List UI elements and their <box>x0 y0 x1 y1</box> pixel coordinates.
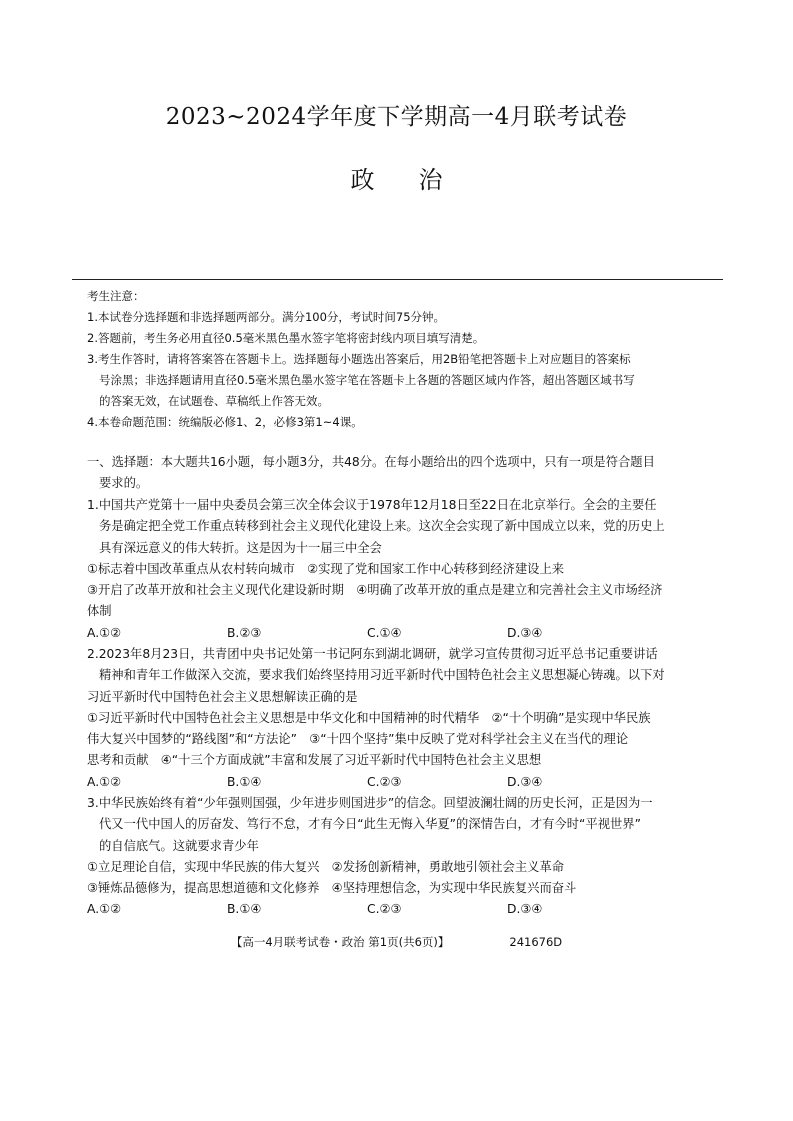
question-stem-line: 精神和青年工作做深入交流，要求我们始终坚持用习近平新时代中国特色社会主义思想凝心铸魂。以下对 <box>99 668 665 683</box>
question-stem-line: 1.中国共产党第十一届中央委员会第三次全体会议于1978年12月18日至22日在北京举行。全会的主要任 <box>87 498 657 512</box>
subject-char-1: 政 <box>350 166 375 194</box>
answer-options <box>87 899 727 920</box>
question-2 <box>87 644 727 793</box>
option-c: C.②③ <box>367 774 402 789</box>
option-a: A.①② <box>87 774 122 789</box>
notice-line: 3.考生作答时，请将答案答在答题卡上。选择题每小题选出答案后，用2B铅笔把答题卡上对应题目的答案标 <box>87 352 631 366</box>
option-d: D.③④ <box>507 774 543 789</box>
question-item-line: ③开启了改革开放和社会主义现代化建设新时期 ④明确了改革开放的重点是建立和完善社会主义市场经济 <box>87 583 663 598</box>
question-stem-line: 的自信底气。这就要求青少年 <box>99 838 259 853</box>
question-stem-line: 3.中华民族始终有着“少年强则国强，少年进步则国进步”的信念。回望波澜壮阔的历史长河，正是因为一 <box>87 796 653 810</box>
section-line: 一、选择题：本大题共16小题，每小题3分，共48分。在每小题给出的四个选项中，只有一项是符合题目 <box>87 455 655 469</box>
header-divider <box>72 279 723 280</box>
option-a: A.①② <box>87 902 122 917</box>
subject-char-2: 治 <box>418 166 443 194</box>
question-stem-line: 具有深远意义的伟大转折。这是因为十一届三中全会 <box>99 540 382 555</box>
question-item-line: 体制 <box>87 604 112 619</box>
exam-title: 2023~2024学年度下学期高一4月联考试卷 <box>165 104 628 130</box>
section-line: 要求的。 <box>99 476 149 491</box>
answer-options <box>87 772 727 793</box>
option-b: B.①④ <box>227 902 262 917</box>
question-3 <box>87 793 727 921</box>
question-stem-line: 务是确定把全党工作重点转移到社会主义现代化建设上来。这次全会实现了新中国成立以来，党的历史上 <box>99 519 665 534</box>
notice-block <box>87 286 727 433</box>
question-item-line: ①习近平新时代中国特色社会主义思想是中华文化和中国精神的时代精华 ②“十个明确”是实现中华民族 <box>87 710 651 725</box>
notice-line: 的答案无效，在试题卷、草稿纸上作答无效。 <box>99 394 329 408</box>
question-stem-line: 习近平新时代中国特色社会主义思想解读正确的是 <box>87 689 358 704</box>
question-stem-line: 2.2023年8月23日，共青团中央书记处第一书记阿东到湖北调研，就学习宣传贯彻习近平总书记重要讲话 <box>87 647 658 661</box>
option-b: B.①④ <box>227 774 262 789</box>
notice-line: 4.本卷命题范围：统编版必修1、2，必修3第1~4课。 <box>87 415 363 429</box>
notice-line: 1.本试卷分选择题和非选择题两部分。满分100分，考试时间75分钟。 <box>87 310 446 324</box>
subject-title <box>0 160 793 195</box>
option-d: D.③④ <box>507 902 543 917</box>
option-c: C.①④ <box>367 625 402 640</box>
question-1 <box>87 495 727 644</box>
question-item-line: ①立足理论自信，实现中华民族的伟大复兴 ②发扬创新精神，勇敢地引领社会主义革命 <box>87 859 565 874</box>
question-item-line: ①标志着中国改革重点从农村转向城市 ②实现了党和国家工作中心转移到经济建设上来 <box>87 561 565 576</box>
option-d: D.③④ <box>507 625 543 640</box>
notice-heading: 考生注意： <box>87 289 145 303</box>
notice-line: 2.答题前，考生务必用直径0.5毫米黑色墨水签字笔将密封线内项目填写清楚。 <box>87 331 485 345</box>
option-b: B.②③ <box>227 625 262 640</box>
section-heading <box>87 452 727 495</box>
question-item-line: ③锤炼品德修为，提高思想道德和文化修养 ④坚持理想信念，为实现中华民族复兴而奋斗 <box>87 881 577 896</box>
question-stem-line: 代又一代中国人的厉奋发、笃行不怠，才有今日“此生无悔入华夏”的深情告白，才有今时“平视世界” <box>99 817 641 832</box>
option-a: A.①② <box>87 625 122 640</box>
notice-line: 号涂黑；非选择题请用直径0.5毫米黑色墨水签字笔在答题卡上各题的答题区域内作答，超出答题区域书写 <box>99 373 635 387</box>
question-item-line: 伟大复兴中国梦的“路线图”和“方法论” ③“十四个坚持”集中反映了党对科学社会主义在当代的理论 <box>87 732 629 747</box>
footer-text: 【高一4月联考试卷・政治 第1页(共6页)】 <box>230 935 450 949</box>
question-item-line: 思考和贡献 ④“十三个方面成就”丰富和发展了习近平新时代中国特色社会主义思想 <box>87 753 542 768</box>
answer-options <box>87 623 727 644</box>
paper-code: 241676D <box>509 935 563 949</box>
page-footer <box>0 934 793 950</box>
option-c: C.②③ <box>367 902 402 917</box>
